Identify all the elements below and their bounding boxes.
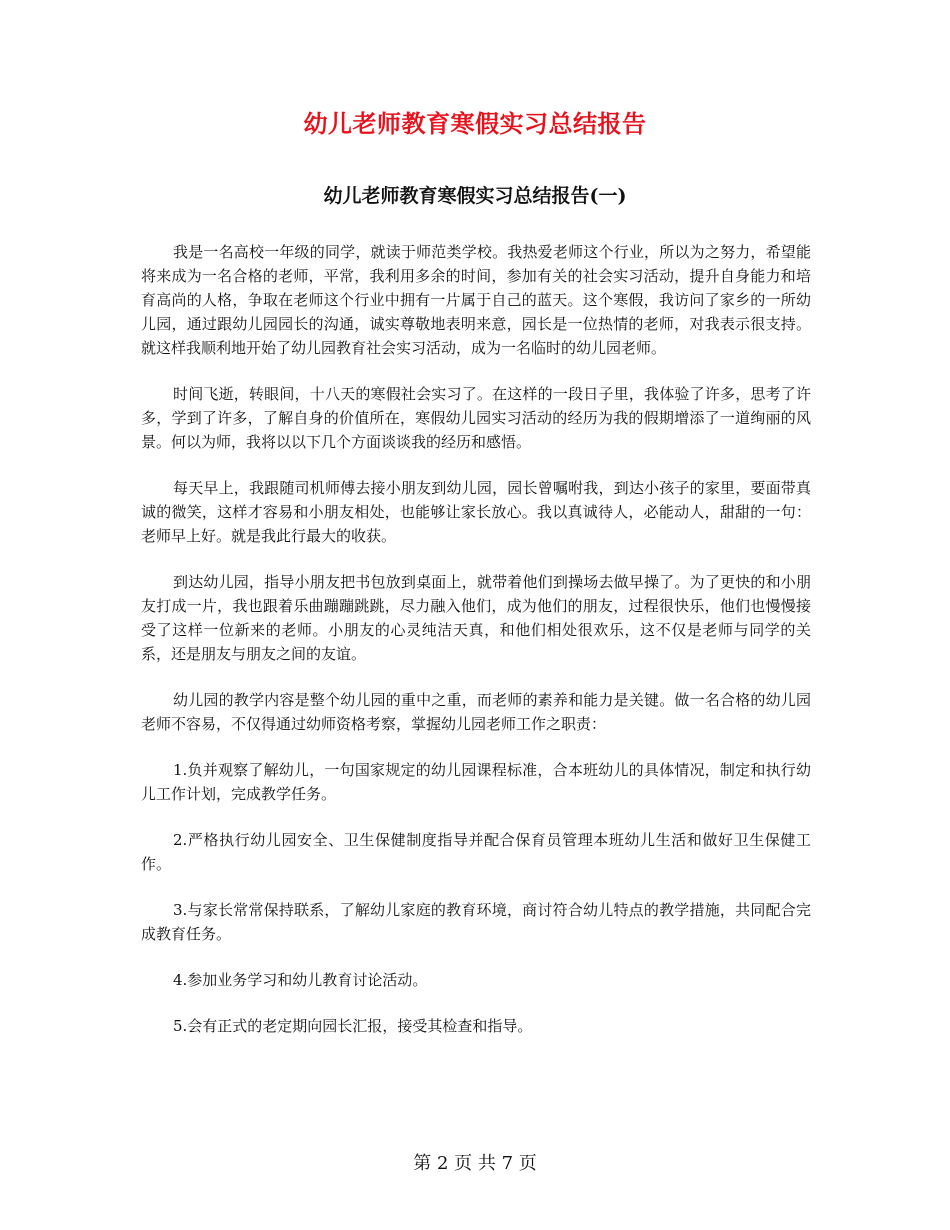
section-subtitle: 幼儿老师教育寒假实习总结报告(一) <box>323 185 627 207</box>
document-title: 幼儿老师教育寒假实习总结报告 <box>303 109 647 138</box>
body-paragraph: 每天早上，我跟随司机师傅去接小朋友到幼儿园，园长曾嘱咐我，到达小孩子的家里，要面带真诚的微笑，这样才容易和小朋友相处，也能够让家长放心。我以真诚待人，必能动人，甜甜的一句：老师早上好。就是我此行最大的收获。 <box>141 479 811 545</box>
page-number-footer: 第 2 页 共 7 页 <box>413 1153 537 1174</box>
duty-list-item: 1.负并观察了解幼儿，一句国家规定的幼儿园课程标准，合本班幼儿的具体情况，制定和执行幼儿工作计划，完成教学任务。 <box>141 761 811 803</box>
duty-list-item: 5.会有正式的老定期向园长汇报，接受其检查和指导。 <box>173 1017 533 1035</box>
body-paragraph: 幼儿园的教学内容是整个幼儿园的重中之重，而老师的素养和能力是关键。做一名合格的幼儿园老师不容易，不仅得通过幼师资格考察，掌握幼儿园老师工作之职责： <box>141 691 811 733</box>
duty-list-item: 4.参加业务学习和幼儿教育讨论活动。 <box>173 971 428 989</box>
document-body <box>141 240 811 1060</box>
body-paragraph: 时间飞逝，转眼间，十八天的寒假社会实习了。在这样的一段日子里，我体验了许多，思考了许多，学到了许多，了解自身的价值所在，寒假幼儿园实习活动的经历为我的假期增添了一道绚丽的风景。何以为师，我将以以下几个方面谈谈我的经历和感悟。 <box>141 385 811 451</box>
duty-list-item: 2.严格执行幼儿园安全、卫生保健制度指导并配合保育员管理本班幼儿生活和做好卫生保健工作。 <box>141 831 811 873</box>
duty-list-item: 3.与家长常常保持联系，了解幼儿家庭的教育环境，商讨符合幼儿特点的教学措施，共同配合完成教育任务。 <box>141 901 811 943</box>
body-paragraph: 我是一名高校一年级的同学，就读于师范类学校。我热爱老师这个行业，所以为之努力，希望能将来成为一名合格的老师，平常，我利用多余的时间，参加有关的社会实习活动，提升自身能力和培育高尚的人格，争取在老师这个行业中拥有一片属于自己的蓝天。这个寒假，我访问了家乡的一所幼儿园，通过跟幼儿园园长的沟通，诚实尊敬地表明来意，园长是一位热情的老师，对我表示很支持。就这样我顺利地开始了幼儿园教育社会实习活动，成为一名临时的幼儿园老师。 <box>141 243 811 357</box>
body-paragraph: 到达幼儿园，指导小朋友把书包放到桌面上，就带着他们到操场去做早操了。为了更快的和小朋友打成一片，我也跟着乐曲蹦蹦跳跳，尽力融入他们，成为他们的朋友，过程很快乐，他们也慢慢接受了这样一位新来的老师。小朋友的心灵纯洁天真，和他们相处很欢乐，这不仅是老师与同学的关系，还是朋友与朋友之间的友谊。 <box>141 573 811 663</box>
